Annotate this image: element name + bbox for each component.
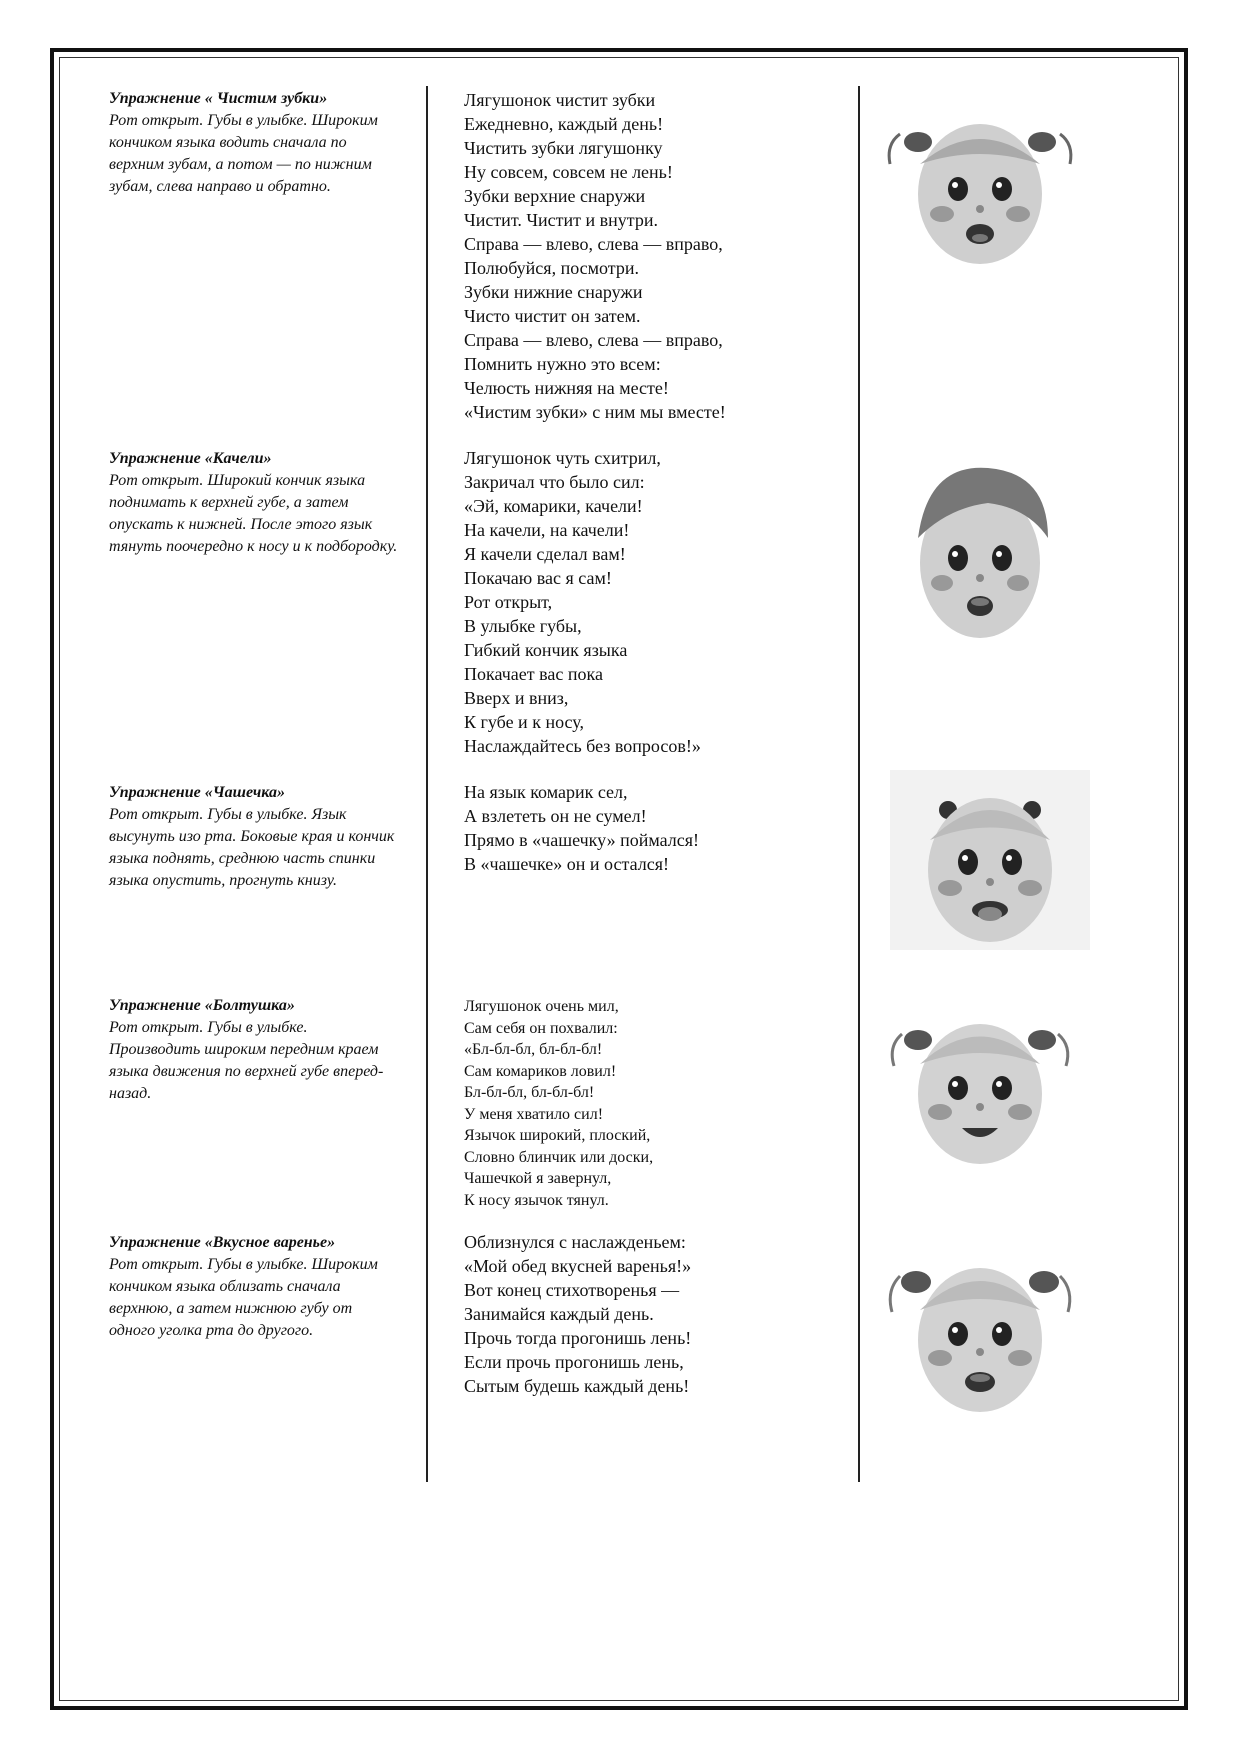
- poem-line: Вверх и вниз,: [464, 688, 569, 708]
- poem-line: Словно блинчик или доски,: [464, 1148, 654, 1166]
- poem-line: Зубки верхние снаружи: [464, 186, 646, 206]
- poem-line: Прямо в «чашечку» поймался!: [464, 830, 700, 850]
- poem-line: Сытым будешь каждый день!: [464, 1376, 690, 1396]
- poem-line: Ну совсем, совсем не лень!: [464, 162, 673, 182]
- poem-line: Занимайся каждый день.: [464, 1304, 654, 1324]
- poem-line: «Чистим зубки» с ним мы вместе!: [464, 402, 726, 422]
- exercise-description: Рот открыт. Губы в улыбке. Широким кончиком языка водить сначала по верхним зубам, а потом — по нижним зубам, слева направо и обратно.: [109, 112, 378, 195]
- poem-line: В улыбке губы,: [464, 616, 582, 636]
- poem-line: Зубки нижние снаружи: [464, 282, 643, 302]
- poem-line: Сам комариков ловил!: [464, 1062, 617, 1080]
- poem-line: Облизнулся с наслажденьем:: [464, 1232, 686, 1252]
- column-divider-right: [858, 86, 860, 1482]
- poem-line: Чистить зубки лягушонку: [464, 138, 663, 158]
- exercise-description-block: [109, 1232, 399, 1342]
- poem-line: Справа — влево, слева — вправо,: [464, 330, 723, 350]
- poem-line: Чисто чистит он затем.: [464, 306, 641, 326]
- poem-line: Язычок широкий, плоский,: [464, 1127, 651, 1144]
- exercise-description-block: [109, 782, 399, 892]
- poem-line: Закричал что было сил:: [464, 472, 645, 492]
- poem-line: Покачаю вас я сам!: [464, 568, 612, 588]
- poem-line: Помнить нужно это всем:: [464, 354, 661, 374]
- poem-line: На качели, на качели!: [464, 520, 630, 540]
- exercise-title: Упражнение «Вкусное варенье»: [109, 1234, 336, 1251]
- poem-line: Гибкий кончик языка: [464, 640, 628, 660]
- boy-face-open-mouth-icon: [900, 458, 1060, 648]
- exercise-title: Упражнение «Качели»: [109, 450, 272, 467]
- poem-line: Сам себя он похвалил:: [464, 1019, 618, 1037]
- poem-line: «Бл-бл-бл, бл-бл-бл!: [464, 1041, 603, 1058]
- girl-face-tongue-out-icon: [890, 770, 1090, 950]
- poem-line: В «чашечке» он и остался!: [464, 854, 669, 874]
- exercise-poem: [464, 996, 834, 1211]
- column-divider-left: [426, 86, 428, 1482]
- poem-line: Ежедневно, каждый день!: [464, 114, 664, 134]
- poem-line: Покачает вас пока: [464, 664, 603, 684]
- exercise-description-block: [109, 448, 399, 558]
- exercise-poem: [464, 1230, 834, 1398]
- poem-line: На язык комарик сел,: [464, 782, 628, 802]
- poem-line: Полюбуйся, посмотри.: [464, 258, 640, 278]
- exercise-description: Рот открыт. Широкий кончик языка поднимать к верхней губе, а затем опускать к нижней. После этого язык тянуть поочередно к носу и к подбородку.: [109, 472, 398, 555]
- girl-face-smiling-icon: [880, 1004, 1080, 1174]
- poem-line: Справа — влево, слева — вправо,: [464, 234, 723, 254]
- exercise-title: Упражнение «Болтушка»: [109, 997, 295, 1014]
- poem-line: Лягушонок очень мил,: [464, 998, 619, 1015]
- poem-line: У меня хватило сил!: [464, 1105, 604, 1123]
- exercise-title: Упражнение «Чашечка»: [109, 784, 285, 801]
- exercise-description-block: [109, 88, 399, 198]
- poem-line: К носу язычок тянул.: [464, 1191, 609, 1209]
- poem-line: «Мой обед вкусней варенья!»: [464, 1256, 692, 1276]
- exercise-description: Рот открыт. Губы в улыбке. Широким кончиком языка облизать сначала верхнюю, а затем нижнюю губу от одного уголка рта до другого.: [109, 1256, 378, 1339]
- poem-line: Челюсть нижняя на месте!: [464, 378, 669, 398]
- exercise-description: Рот открыт. Губы в улыбке. Язык высунуть изо рта. Боковые края и кончик языка поднять, среднюю часть спинки языка опустить, прогнуть книзу.: [109, 806, 395, 889]
- exercise-title: Упражнение « Чистим зубки»: [109, 90, 328, 107]
- poem-line: Прочь тогда прогонишь лень!: [464, 1328, 692, 1348]
- girl-face-open-mouth-icon: [880, 104, 1080, 274]
- exercise-description: Рот открыт. Губы в улыбке. Производить широким передним краем языка движения по верхней губе вперед-назад.: [109, 1019, 384, 1102]
- poem-line: Вот конец стихотворенья —: [464, 1280, 680, 1300]
- exercise-description-block: [109, 995, 399, 1105]
- poem-line: К губе и к носу,: [464, 712, 584, 732]
- poem-line: Лягушонок чуть схитрил,: [464, 448, 661, 468]
- poem-line: Бл-бл-бл, бл-бл-бл!: [464, 1084, 595, 1101]
- poem-line: Лягушонок чистит зубки: [464, 90, 656, 110]
- poem-line: Наслаждайтесь без вопросов!»: [464, 736, 701, 756]
- poem-line: Рот открыт,: [464, 592, 553, 612]
- poem-line: А взлететь он не сумел!: [464, 806, 647, 826]
- exercise-poem: [464, 88, 834, 424]
- exercise-poem: [464, 780, 834, 876]
- poem-line: Чашечкой я завернул,: [464, 1170, 612, 1187]
- poem-line: «Эй, комарики, качели!: [464, 496, 643, 516]
- girl-face-licking-lips-icon: [880, 1242, 1080, 1422]
- poem-line: Если прочь прогонишь лень,: [464, 1352, 684, 1372]
- poem-line: Я качели сделал вам!: [464, 544, 626, 564]
- poem-line: Чистит. Чистит и внутри.: [464, 210, 659, 230]
- exercise-poem: [464, 446, 834, 758]
